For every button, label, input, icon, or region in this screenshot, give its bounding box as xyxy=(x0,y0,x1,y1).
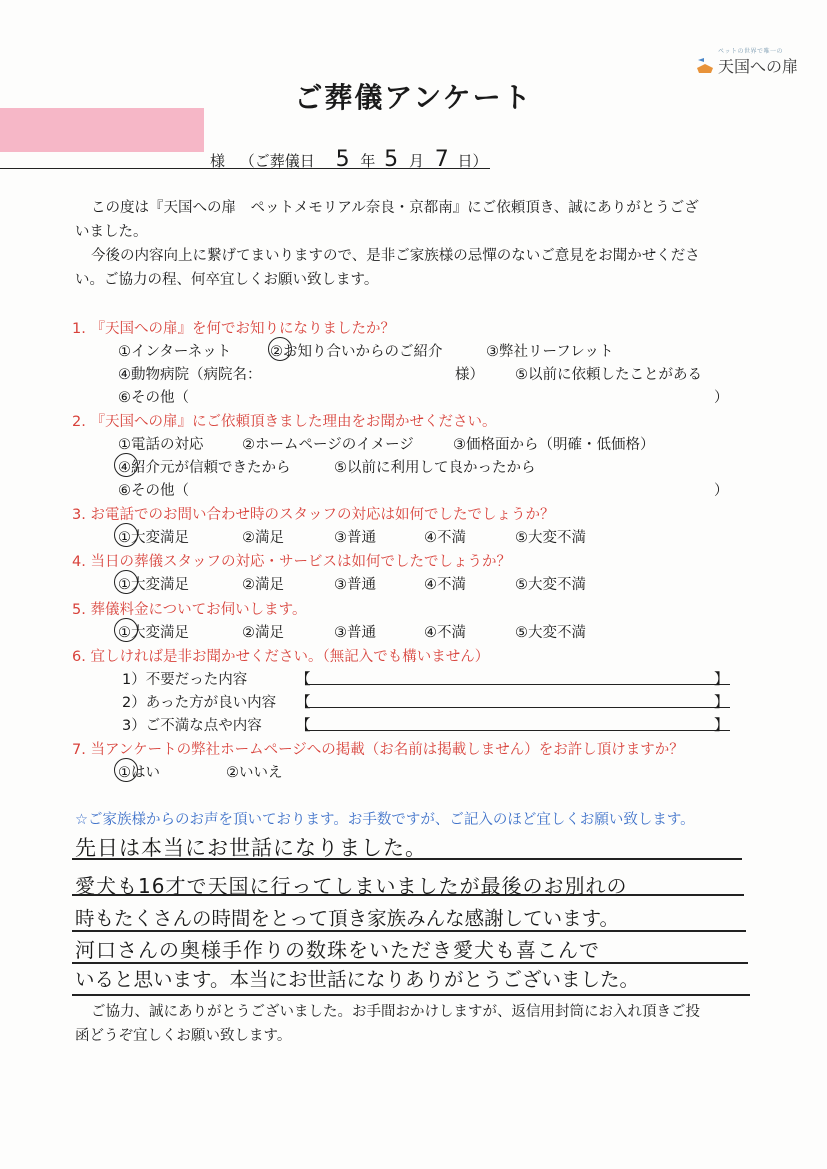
intro-line-3: 今後の内容向上に繋げてまいりますので、是非ご家族様の忌憚のないご意見をお聞かせくださ xyxy=(91,248,700,264)
page-title: ご葬儀アンケート xyxy=(294,81,533,114)
q1-option-leaflet[interactable]: ③弊社リーフレット xyxy=(486,344,614,360)
q6-unneeded-field[interactable] xyxy=(306,684,730,685)
q5-option-very-satisfied[interactable]: ①大変満足 xyxy=(118,625,189,641)
q6-complaint-label: 3）ご不満な点や内容 xyxy=(122,718,262,734)
writing-rule xyxy=(72,930,746,932)
q2-option-phone[interactable]: ①電話の対応 xyxy=(118,437,204,453)
question-5: 5. 葬儀料金についてお伺いします。 xyxy=(72,602,307,618)
selected-circle-mark xyxy=(114,618,138,642)
question-2: 2. 『天国への扉』にご依頼頂きました理由をお聞かせください。 xyxy=(72,414,497,430)
handwritten-line-4: 河口さんの奥様手作りの数珠をいただき愛犬も喜こんで xyxy=(75,938,600,962)
q6-wanted-field[interactable] xyxy=(306,707,730,708)
q6-complaint-close: 】 xyxy=(714,718,729,734)
q7-option-yes[interactable]: ①はい xyxy=(118,765,160,781)
q4-option-satisfied[interactable]: ②満足 xyxy=(242,577,284,593)
q5-option-normal[interactable]: ③普通 xyxy=(334,625,376,641)
q4-option-unsatisfied[interactable]: ④不満 xyxy=(424,577,466,593)
day-value: 7 xyxy=(434,147,449,172)
q1-option-previous[interactable]: ⑤以前に依頼したことがある xyxy=(515,367,702,383)
q6-complaint-field[interactable] xyxy=(306,730,730,731)
question-3: 3. お電話でのお問い合わせ時のスタッフの対応は如何でしたでしょうか？ xyxy=(72,507,555,523)
month-label: 月 xyxy=(408,152,424,170)
question-7: 7. 当アンケートの弊社ホームページへの掲載（お名前は掲載しません）をお許し頂けますか？ xyxy=(72,742,684,758)
selected-circle-mark xyxy=(114,758,138,782)
q2-option-price[interactable]: ③価格面から（明確・低価格） xyxy=(453,437,655,453)
handwritten-line-3: 時もたくさんの時間をとって頂き家族みんな感謝しています。 xyxy=(75,907,620,930)
q2-option-trust[interactable]: ④紹介元が信頼できたから xyxy=(118,460,291,476)
q6-complaint-open: 【 xyxy=(296,718,311,734)
q6-unneeded-open: 【 xyxy=(296,672,311,688)
handwritten-line-2: 愛犬も16才で天国に行ってしまいましたが最後のお別れの xyxy=(75,874,628,898)
q4-option-very-satisfied[interactable]: ①大変満足 xyxy=(118,577,189,593)
logo-tagline: ペットの世界で唯一の xyxy=(718,48,784,55)
q1-option-vet[interactable]: ④動物病院（病院名： xyxy=(118,367,262,383)
q1-vet-suffix: 様） xyxy=(455,367,484,383)
q5-option-unsatisfied[interactable]: ④不満 xyxy=(424,625,466,641)
q6-wanted-label: 2）あった方が良い内容 xyxy=(122,695,277,711)
year-label: 年 xyxy=(360,152,376,170)
q5-option-satisfied[interactable]: ②満足 xyxy=(242,625,284,641)
company-logo xyxy=(694,46,804,76)
q2-option-previous[interactable]: ⑤以前に利用して良かったから xyxy=(334,460,536,476)
handwritten-line-1: 先日は本当にお世話になりました。 xyxy=(75,836,427,860)
q3-option-very-satisfied[interactable]: ①大変満足 xyxy=(118,530,189,546)
q2-option-other[interactable]: ⑥その他（ xyxy=(118,483,189,499)
q6-unneeded-close: 】 xyxy=(714,672,729,688)
q4-option-normal[interactable]: ③普通 xyxy=(334,577,376,593)
q3-option-normal[interactable]: ③普通 xyxy=(334,530,376,546)
q2-option-homepage[interactable]: ②ホームページのイメージ xyxy=(242,437,414,453)
selected-circle-mark xyxy=(114,453,138,477)
q6-unneeded-label: 1）不要だった内容 xyxy=(122,672,248,688)
closing-line-1: ご協力、誠にありがとうございました。お手間おかけしますが、返信用封筒にお入れ頂きご投 xyxy=(91,1004,700,1020)
date-label: （ご葬儀日 xyxy=(239,152,315,170)
q3-option-satisfied[interactable]: ②満足 xyxy=(242,530,284,546)
q1-option-referral[interactable]: ②お知り合いからのご紹介 xyxy=(270,344,443,360)
year-value: 5 xyxy=(335,147,350,172)
q7-option-no[interactable]: ②いいえ xyxy=(226,765,283,781)
redacted-name xyxy=(0,108,204,152)
day-label: 日） xyxy=(457,152,488,170)
month-value: 5 xyxy=(384,147,399,172)
writing-rule xyxy=(72,894,744,896)
selected-circle-mark xyxy=(114,523,138,547)
door-logo-icon xyxy=(696,58,714,74)
q3-option-very-unsatisfied[interactable]: ⑤大変不満 xyxy=(515,530,586,546)
intro-line-2: いました。 xyxy=(75,224,148,240)
writing-rule xyxy=(72,994,750,996)
q5-option-very-unsatisfied[interactable]: ⑤大変不満 xyxy=(515,625,586,641)
selected-circle-mark xyxy=(268,337,292,361)
selected-circle-mark xyxy=(114,570,138,594)
q1-other-close: ） xyxy=(714,390,729,406)
q2-other-close: ） xyxy=(714,483,729,499)
q1-option-internet[interactable]: ①インターネット xyxy=(118,344,232,360)
logo-text: 天国への扉 xyxy=(718,57,799,76)
q1-option-other[interactable]: ⑥その他（ xyxy=(118,390,189,406)
sama-label: 様 xyxy=(210,152,226,170)
voice-header: ☆ご家族様からのお声を頂いております。お手数ですが、ご記入のほど宜しくお願い致します。 xyxy=(75,812,695,828)
question-4: 4. 当日の葬儀スタッフの対応・サービスは如何でしたでしょうか？ xyxy=(72,554,511,570)
question-6: 6. 宜しければ是非お聞かせください。（無記入でも構いません） xyxy=(72,649,490,665)
intro-line-4: い。ご協力の程、何卒宜しくお願い致します。 xyxy=(75,272,379,288)
q3-option-unsatisfied[interactable]: ④不満 xyxy=(424,530,466,546)
funeral-date-row xyxy=(210,147,488,172)
handwritten-line-5: いると思います。本当にお世話になりありがとうございました。 xyxy=(75,968,639,991)
q6-wanted-close: 】 xyxy=(714,695,729,711)
writing-rule xyxy=(72,858,742,860)
closing-line-2: 函どうぞ宜しくお願い致します。 xyxy=(75,1028,292,1044)
intro-line-1: この度は『天国への扉 ペットメモリアル奈良・京都南』にご依頼頂き、誠にありがとうござ xyxy=(91,200,699,216)
q6-wanted-open: 【 xyxy=(296,695,311,711)
q4-option-very-unsatisfied[interactable]: ⑤大変不満 xyxy=(515,577,586,593)
question-1: 1. 『天国への扉』を何でお知りになりましたか？ xyxy=(72,321,395,337)
